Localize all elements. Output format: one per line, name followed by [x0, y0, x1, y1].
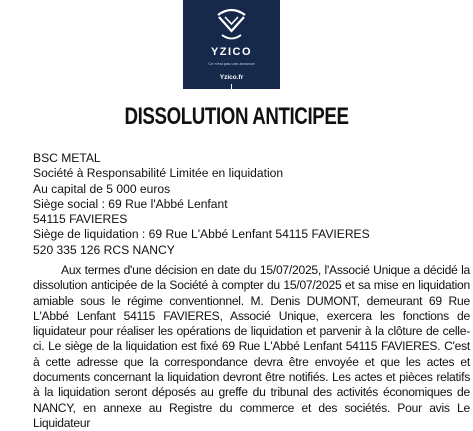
- company-details: [33, 151, 370, 258]
- logo-tagline: Ce n'est pas une annonce: [208, 61, 255, 66]
- company-postcode-city: 54115 FAVIERES: [33, 212, 128, 227]
- notice-title: DISSOLUTION ANTICIPEE: [124, 103, 349, 130]
- publisher-logo: [183, 0, 280, 89]
- logo-site-link[interactable]: Yzico.fr: [219, 74, 244, 81]
- logo-divider: [231, 84, 232, 89]
- company-capital: Au capital de 5 000 euros: [33, 181, 171, 196]
- company-liquidation-office: Siège de liquidation : 69 Rue L'Abbé Lenfant 54115 FAVIERES: [33, 227, 370, 242]
- notice-body: Aux termes d'une décision en date du 15/07/2025, l'Associé Unique a décidé la dissolution anticipée de la Société à compter du 15/07/2025 et sa mise en liquidation amiable sous le régime conventionnel. M. Denis DUMONT, demeurant 69 Rue L'Abbé Lenfant 54115 FAVIERES, Associé Unique, exercera les fonctions de liquidateur pour réaliser les opérations de liquidation et parvenir à la clôture de celle-ci. Le siège de la liquidation est fixé 69 Rue L'Abbé Lenfant 54115 FAVIERES. C'est à cette adresse que la correspondance devra être envoyée et que les actes et documents concernant la liquidation devront être notifiés. Les actes et pièces relatifs à la liquidation seront déposés au greffe du tribunal des activités économiques de NANCY, en annexe au Registre du commerce et des sociétés. Pour avis Le Liquidateur: [33, 263, 470, 430]
- yzico-emblem-icon: [214, 8, 249, 42]
- logo-brand-name: YZICO: [210, 46, 253, 58]
- company-registered-office: Siège social : 69 Rue l'Abbé Lenfant: [33, 196, 228, 211]
- company-name: BSC METAL: [33, 151, 101, 165]
- company-legal-form: Société à Responsabilité Limitée en liquidation: [33, 166, 284, 181]
- company-rcs-number: 520 335 126 RCS NANCY: [33, 242, 175, 257]
